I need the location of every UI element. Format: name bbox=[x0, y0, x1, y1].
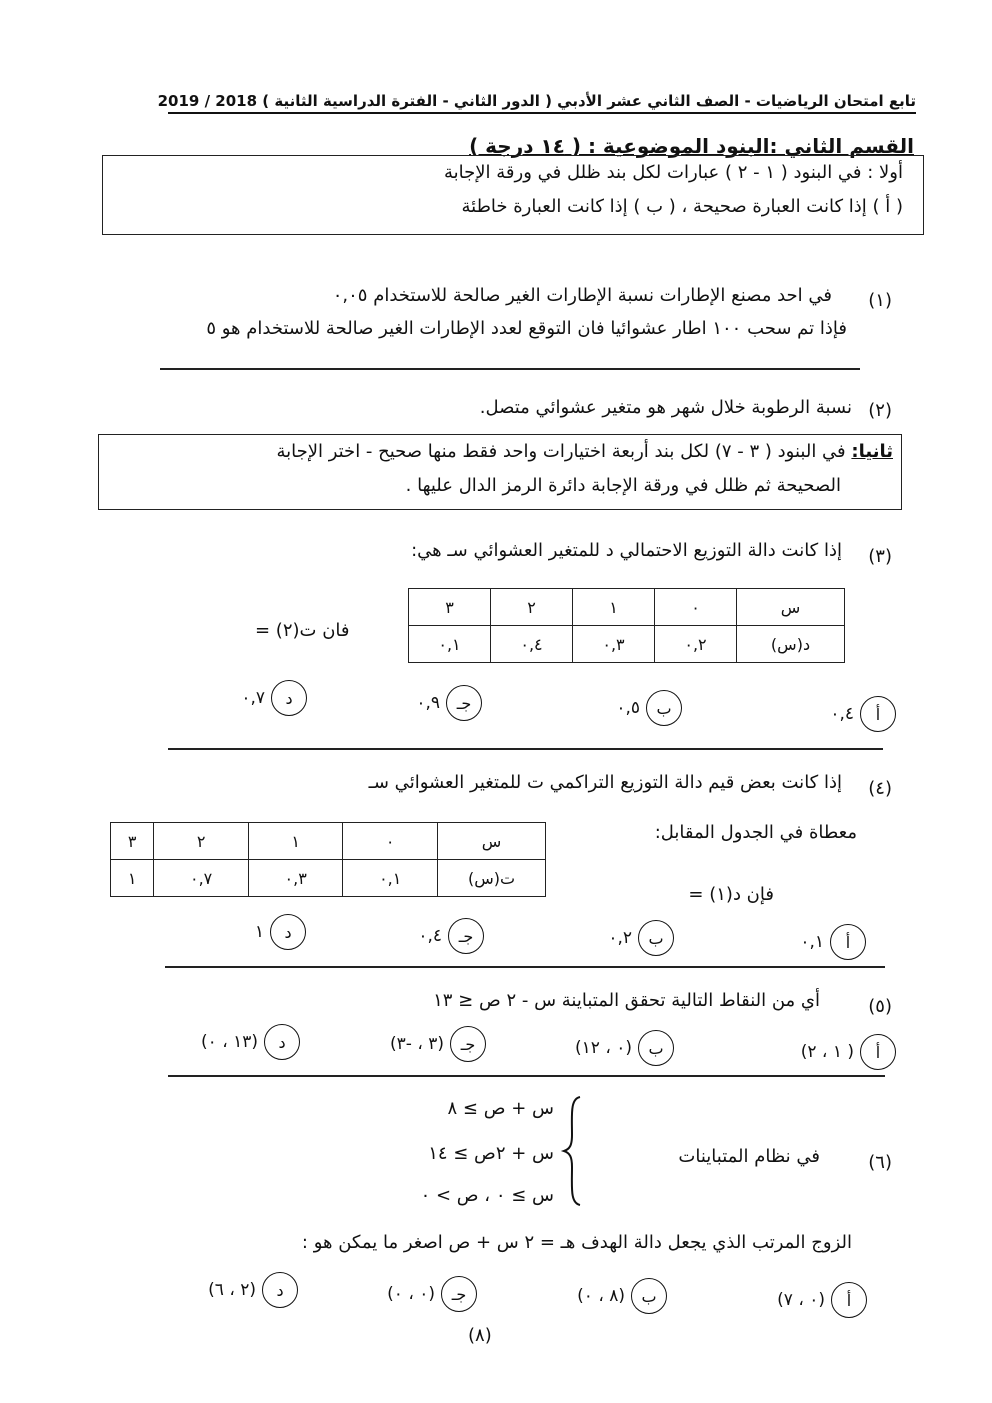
part1-line1: أولا : في البنود ( ١ - ٢ ) عبارات لكل بند ظلل في ورقة الإجابة bbox=[444, 162, 903, 183]
q4-choice-b[interactable] bbox=[608, 920, 674, 956]
q3-table bbox=[408, 588, 845, 663]
page-number: (٨) bbox=[468, 1325, 492, 1346]
choice-letter: د bbox=[270, 914, 306, 950]
q2-number: (٢) bbox=[868, 400, 892, 421]
q4-cell: ٢ bbox=[154, 823, 249, 860]
q4-cell: س bbox=[438, 823, 546, 860]
choice-letter: ب bbox=[638, 920, 674, 956]
choice-letter: ب bbox=[631, 1278, 667, 1314]
choice-value: ٠,٥ bbox=[616, 698, 640, 718]
q5-choice-a[interactable] bbox=[801, 1034, 896, 1070]
choice-value: ٠,٤ bbox=[418, 926, 442, 946]
q3-cell: د(س) bbox=[737, 626, 845, 663]
q3-choice-b[interactable] bbox=[616, 690, 682, 726]
q4-cell: ١ bbox=[248, 823, 343, 860]
part2-label: ثانيا: bbox=[851, 441, 893, 462]
q3-number: (٣) bbox=[868, 546, 892, 567]
q4-text: إذا كانت بعض قيم دالة التوزيع التراكمي ت للمتغير العشوائي سـ bbox=[368, 772, 842, 793]
q4-number: (٤) bbox=[868, 778, 892, 799]
q6-ask: الزوج المرتب الذي يجعل دالة الهدف هـ = ٢ س + ص اصغر ما يمكن هو : bbox=[301, 1232, 852, 1253]
q4-cell: ٠,١ bbox=[343, 860, 438, 897]
q4-table-row bbox=[111, 860, 546, 897]
q3-cell: ٠,١ bbox=[409, 626, 491, 663]
q4-table bbox=[110, 822, 546, 897]
q4-choice-a[interactable] bbox=[800, 924, 866, 960]
q3-table-row bbox=[409, 626, 845, 663]
choice-letter: أ bbox=[860, 696, 896, 732]
q5-number: (٥) bbox=[868, 996, 892, 1017]
choice-value: (٣ ، -٣) bbox=[390, 1034, 444, 1054]
system-eq-3: س ≥ ٠ ، ص > ٠ bbox=[420, 1185, 554, 1206]
choice-value: ٠,٧ bbox=[241, 688, 265, 708]
q2-text: نسبة الرطوبة خلال شهر هو متغير عشوائي متصل. bbox=[479, 397, 852, 418]
q3-cell: ٠ bbox=[655, 589, 737, 626]
part2-line1-text: في البنود ( ٣ - ٧) لكل بند أربعة اختيارات واحد فقط منها صحيح - اختر الإجابة bbox=[276, 441, 846, 462]
choice-value: (٠ ، ٧) bbox=[777, 1290, 825, 1310]
choice-value: (٨ ، ٠) bbox=[577, 1286, 625, 1306]
q4-cell: ٠,٣ bbox=[248, 860, 343, 897]
q6-choice-d[interactable] bbox=[208, 1272, 298, 1308]
q4-cell: ٠ bbox=[343, 823, 438, 860]
q4-cell: ت(س) bbox=[438, 860, 546, 897]
q4-cell: ١ bbox=[111, 860, 154, 897]
part2-instructions-box bbox=[98, 434, 902, 510]
divider bbox=[160, 368, 860, 370]
choice-letter: أ bbox=[831, 1282, 867, 1318]
choice-letter: د bbox=[264, 1024, 300, 1060]
choice-letter: ب bbox=[638, 1030, 674, 1066]
section-title: القسم الثاني :البنود الموضوعية : ( ١٤ درجة ) bbox=[469, 134, 914, 158]
system-eq-2: س + ٢ص ≥ ١٤ bbox=[428, 1143, 554, 1164]
q3-cell: س bbox=[737, 589, 845, 626]
choice-value: (١٣ ، ٠) bbox=[201, 1032, 258, 1052]
choice-letter: ب bbox=[646, 690, 682, 726]
q6-number: (٦) bbox=[868, 1152, 892, 1173]
exam-header: تابع امتحان الرياضيات - الصف الثاني عشر الأدبي ( الدور الثاني - الفترة الدراسية الثانية ) 2018 / 2019 bbox=[168, 92, 916, 114]
choice-letter: جـ bbox=[450, 1026, 486, 1062]
q3-choice-c[interactable] bbox=[416, 685, 482, 721]
choice-value: (٠ ، ١٢) bbox=[575, 1038, 632, 1058]
q1-line2: فإذا تم سحب ١٠٠ اطار عشوائيا فان التوقع لعدد الإطارات الغير صالحة للاستخدام هو ٥ bbox=[206, 318, 847, 339]
choice-letter: أ bbox=[860, 1034, 896, 1070]
q4-choice-c[interactable] bbox=[418, 918, 484, 954]
q5-choice-c[interactable] bbox=[390, 1026, 486, 1062]
part2-line2: الصحيحة ثم ظلل في ورقة الإجابة دائرة الرمز الدال عليها . bbox=[405, 475, 841, 496]
q3-choice-a[interactable] bbox=[830, 696, 896, 732]
part1-instructions-box bbox=[102, 155, 924, 235]
q3-text: إذا كانت دالة التوزيع الاحتمالي د للمتغير العشوائي سـ هي: bbox=[411, 540, 842, 561]
part1-line2: ( أ ) إذا كانت العبارة صحيحة ، ( ب ) إذا كانت العبارة خاطئة bbox=[461, 196, 903, 217]
choice-letter: جـ bbox=[446, 685, 482, 721]
q4-table-row bbox=[111, 823, 546, 860]
q5-choice-b[interactable] bbox=[575, 1030, 674, 1066]
q5-choice-d[interactable] bbox=[201, 1024, 300, 1060]
q3-ask: فان ت(٢) = bbox=[255, 620, 350, 641]
q3-cell: ١ bbox=[573, 589, 655, 626]
q4-ask: فإن د(١) = bbox=[688, 884, 774, 905]
choice-letter: جـ bbox=[448, 918, 484, 954]
choice-letter: د bbox=[271, 680, 307, 716]
q1-number: (١) bbox=[868, 290, 892, 311]
choice-letter: أ bbox=[830, 924, 866, 960]
system-eq-1: س + ص ≥ ٨ bbox=[447, 1098, 554, 1119]
q1-line1: في احد مصنع الإطارات نسبة الإطارات الغير صالحة للاستخدام ٠,٠٥ bbox=[332, 285, 832, 306]
q3-cell: ٢ bbox=[491, 589, 573, 626]
q4-choice-d[interactable] bbox=[255, 914, 306, 950]
q6-choice-b[interactable] bbox=[577, 1278, 667, 1314]
choice-value: ١ bbox=[254, 922, 264, 942]
q4-text2: معطاة في الجدول المقابل: bbox=[654, 822, 857, 843]
q3-table-row bbox=[409, 589, 845, 626]
q3-cell: ٠,٢ bbox=[655, 626, 737, 663]
choice-letter: جـ bbox=[441, 1276, 477, 1312]
choice-value: ٠,٤ bbox=[830, 704, 854, 724]
divider bbox=[168, 1075, 885, 1077]
choice-value: ٠,٩ bbox=[416, 693, 440, 713]
choice-value: ٠,٢ bbox=[608, 928, 632, 948]
q3-cell: ٣ bbox=[409, 589, 491, 626]
q3-cell: ٠,٤ bbox=[491, 626, 573, 663]
q3-cell: ٠,٣ bbox=[573, 626, 655, 663]
q3-choice-d[interactable] bbox=[241, 680, 307, 716]
divider bbox=[165, 966, 885, 968]
divider bbox=[168, 748, 883, 750]
q6-text: في نظام المتباينات bbox=[678, 1146, 820, 1167]
choice-value: ٠,١ bbox=[800, 932, 824, 952]
q5-text: أي من النقاط التالية تحقق المتباينة س - ٢ ص ≤ ١٣ bbox=[433, 990, 820, 1011]
part2-line1 bbox=[276, 441, 893, 462]
choice-letter: د bbox=[262, 1272, 298, 1308]
q6-choice-c[interactable] bbox=[387, 1276, 477, 1312]
choice-value: (٠ ، ٠) bbox=[387, 1284, 435, 1304]
choice-value: (٢ ، ٦) bbox=[208, 1280, 256, 1300]
q4-cell: ٣ bbox=[111, 823, 154, 860]
q6-choice-a[interactable] bbox=[777, 1282, 867, 1318]
q4-cell: ٠,٧ bbox=[154, 860, 249, 897]
system-brace bbox=[560, 1095, 586, 1207]
choice-value: ( ١ ، ٢) bbox=[800, 1042, 854, 1062]
